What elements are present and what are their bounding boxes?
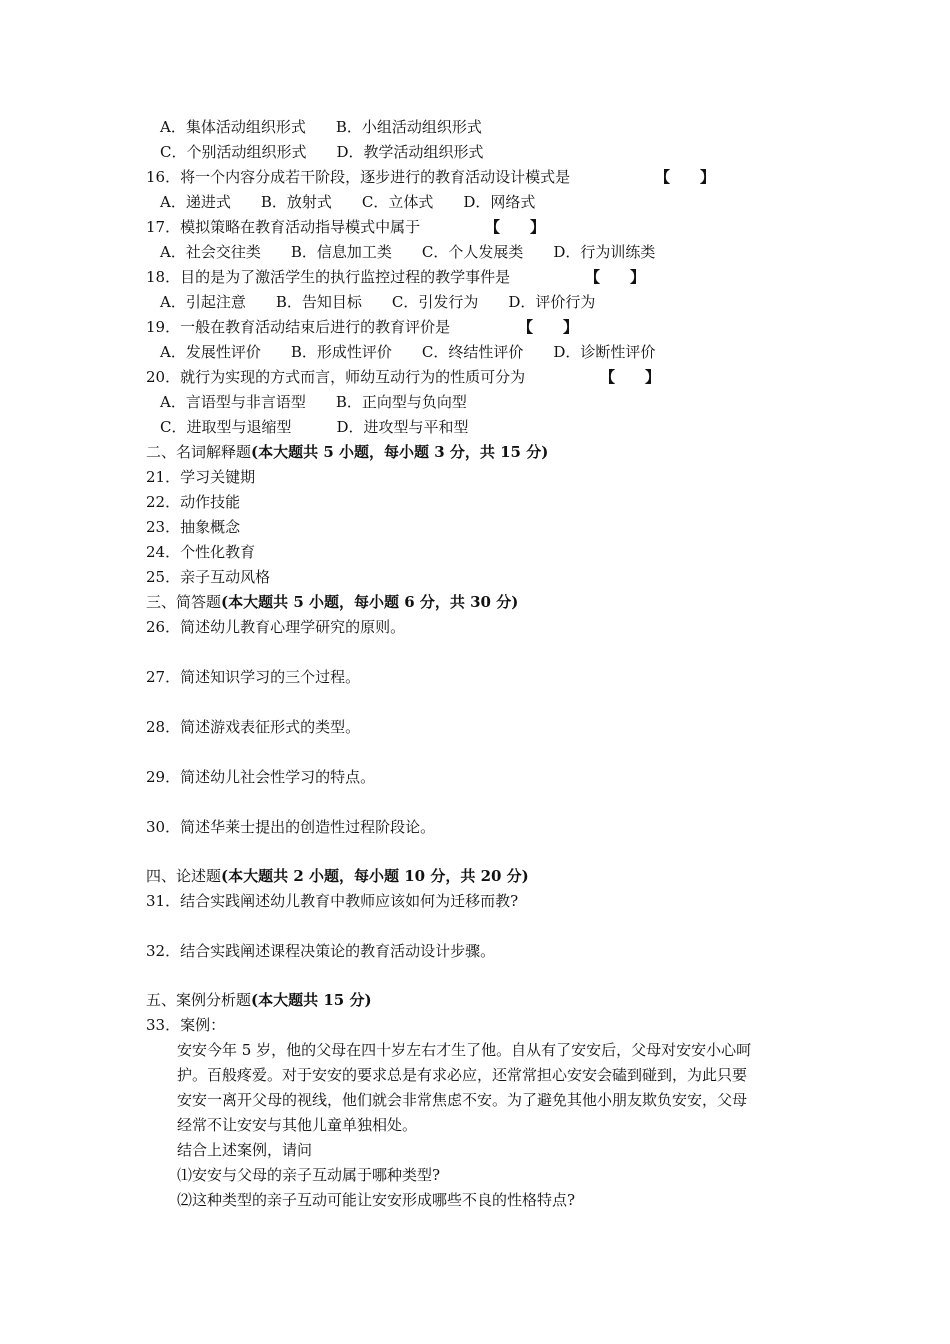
case-text-line3: 安安一离开父母的视线，他们就会非常焦虑不安。为了避免其他小朋友欺负安安，父母 xyxy=(177,1091,748,1109)
q19-answer-bracket: 【 】 xyxy=(518,318,579,336)
q20-stem: 20．就行为实现的方式而言，师幼互动行为的性质可分为 xyxy=(146,368,526,386)
case-text-line2: 护。百般疼爱。对于安安的要求总是有求必应，还常常担心安安会磕到碰到，为此只要 xyxy=(177,1066,748,1084)
q22: 22．动作技能 xyxy=(146,493,241,511)
q24: 24．个性化教育 xyxy=(146,543,256,561)
section2-title: 二、名词解释题(本大题共 5 小题，每小题 3 分，共 15 分) xyxy=(146,443,549,461)
q16-answer-bracket: 【 】 xyxy=(655,168,716,186)
q30: 30．简述华莱士提出的创造性过程阶段论。 xyxy=(146,818,436,836)
section3-title: 三、简答题(本大题共 5 小题，每小题 6 分，共 30 分) xyxy=(146,593,519,611)
q32: 32．结合实践阐述课程决策论的教育活动设计步骤。 xyxy=(146,942,496,960)
q18-answer-bracket: 【 】 xyxy=(585,268,646,286)
q21: 21．学习关键期 xyxy=(146,468,256,486)
case-text-line4: 经常不让安安与其他儿童单独相处。 xyxy=(177,1116,418,1134)
q25: 25．亲子互动风格 xyxy=(146,568,271,586)
q28: 28．简述游戏表征形式的类型。 xyxy=(146,718,361,736)
case-text-line1: 安安今年 5 岁，他的父母在四十岁左右才生了他。自从有了安安后，父母对安安小心呵 xyxy=(177,1041,752,1059)
q16-options: A．递进式 B．放射式 C．立体式 D．网络式 xyxy=(160,193,536,211)
q19-stem: 19．一般在教育活动结束后进行的教育评价是 xyxy=(146,318,451,336)
section5-title: 五、案例分析题(本大题共 15 分) xyxy=(146,991,372,1009)
section4-title: 四、论述题(本大题共 2 小题，每小题 10 分，共 20 分) xyxy=(146,867,529,885)
case-subquestion-2: ⑵这种类型的亲子互动可能让安安形成哪些不良的性格特点? xyxy=(177,1191,576,1209)
q27: 27．简述知识学习的三个过程。 xyxy=(146,668,361,686)
q17-options: A．社会交往类 B．信息加工类 C．个人发展类 D．行为训练类 xyxy=(160,243,656,261)
q19-options: A．发展性评价 B．形成性评价 C．终结性评价 D．诊断性评价 xyxy=(160,343,656,361)
q17-stem: 17．模拟策略在教育活动指导模式中属于 xyxy=(146,218,421,236)
q33: 33．案例： xyxy=(146,1016,226,1034)
q15-options-row2: C．个别活动组织形式 D．教学活动组织形式 xyxy=(160,143,484,161)
q18-stem: 18．目的是为了激活学生的执行监控过程的教学事件是 xyxy=(146,268,511,286)
q29: 29．简述幼儿社会性学习的特点。 xyxy=(146,768,376,786)
q20-options-row1: A．言语型与非言语型 B．正向型与负向型 xyxy=(160,393,467,411)
q23: 23．抽象概念 xyxy=(146,518,241,536)
case-prompt: 结合上述案例，请问 xyxy=(177,1141,313,1159)
q16-stem: 16．将一个内容分成若干阶段，逐步进行的教育活动设计模式是 xyxy=(146,168,571,186)
q18-options: A．引起注意 B．告知目标 C．引发行为 D．评价行为 xyxy=(160,293,596,311)
q15-options-row1: A．集体活动组织形式 B．小组活动组织形式 xyxy=(160,118,482,136)
q31: 31．结合实践阐述幼儿教育中教师应该如何为迁移而教? xyxy=(146,892,519,910)
q20-answer-bracket: 【 】 xyxy=(600,368,661,386)
case-subquestion-1: ⑴安安与父母的亲子互动属于哪种类型? xyxy=(177,1166,441,1184)
q20-options-row2: C．进取型与退缩型 D．进攻型与平和型 xyxy=(160,418,469,436)
q17-answer-bracket: 【 】 xyxy=(485,218,546,236)
q26: 26．简述幼儿教育心理学研究的原则。 xyxy=(146,618,406,636)
